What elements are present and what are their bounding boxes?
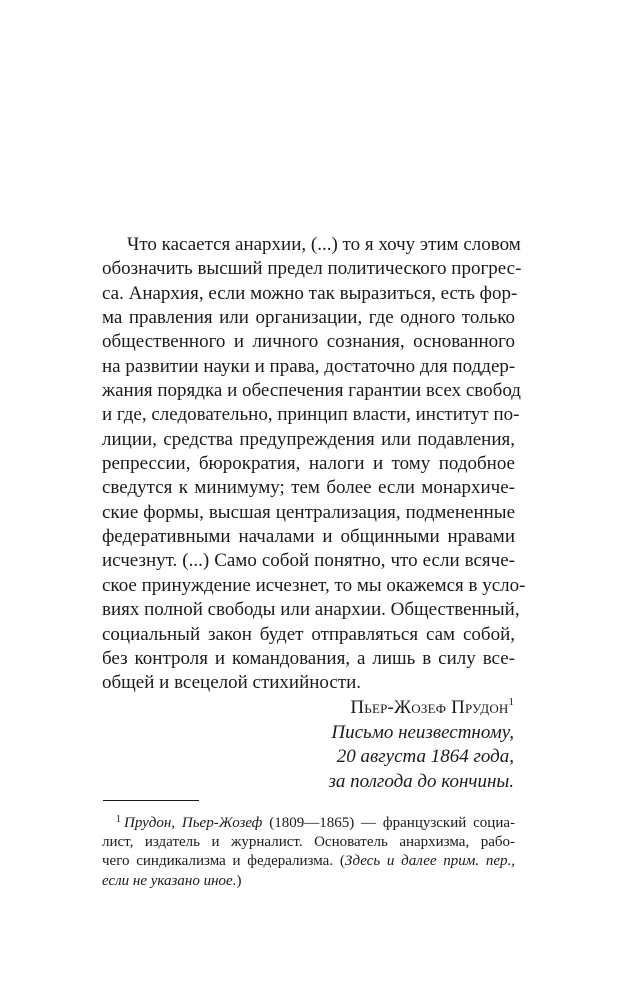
quote-line: ские формы, высшая централизация, подмененные [102,501,515,523]
footnote-text: , [511,853,516,870]
quote-line: общественного и личного сознания, основанного [102,331,515,353]
quote-line: федеративными началами и общинными нравами [102,526,515,548]
quote-line: жания порядка и обеспечения гарантии всех свобод [102,380,521,402]
quote-line: на развитии науки и права, достаточно для поддер- [102,355,516,377]
source-line: за полгода до кончины. [328,770,514,792]
footnote-mark: 1 [116,814,121,825]
footnote-reference[interactable]: 1 [508,696,514,708]
footnote-line [102,852,515,871]
author-line [300,696,514,721]
author-name: Пьер-Жозеф Прудон [350,697,509,718]
epigraph-quote [102,233,526,696]
quote-line: и где, следовательно, принцип власти, институт по- [102,404,520,426]
footnote-editorial-note: Здесь и далее прим. пер. [344,853,512,870]
quote-line: обозначить высший предел политического прогрес- [102,258,522,280]
quote-line: ма правления или организации, где одного только [102,307,515,329]
footnote-line [102,872,515,891]
footnote-editorial-note: если не указано иное. [102,872,237,889]
quote-line: общей и всецелой стихийности. [102,672,362,694]
quote-line: са. Анархия, если можно так выразиться, есть фор- [102,282,518,304]
footnote-text: ) [236,872,242,889]
epigraph-attribution [300,696,514,794]
source-line: 20 августа 1864 года, [336,746,514,767]
quote-line: без контроля и командования, а лишь в силу все- [102,647,515,669]
quote-line: лиции, средства предупреждения или подавления, [102,428,515,450]
quote-line: виях полной свободы или анархии. Общественный, [102,599,520,621]
footnote-subject: Прудон, Пьер-Жозеф [124,815,263,831]
quote-line: сведутся к минимуму; тем более если монархиче- [102,477,515,499]
footnote-line: лист, издатель и журналист. Основатель анархизма, рабо- [102,834,515,851]
footnote-line [102,814,515,833]
quote-line: ское принуждение исчезнет, то мы окажемся в усло- [102,574,526,596]
quote-line: репрессии, бюрократия, налоги и тому подобное [102,453,515,475]
source-line: Письмо неизвестному, [331,721,514,743]
quote-line: социальный закон будет отправляться сам собой, [102,623,515,645]
quote-line: исчезнут. (...) Само собой понятно, что если всяче- [102,550,515,572]
footnote-text: (1809—1865) — французский социа- [262,815,515,831]
quote-line: Что касается анархии, (...) то я хочу этим словом [127,234,521,255]
footnote [102,814,515,891]
footnote-divider [103,800,199,801]
footnote-text: чего синдикализма и федерализма. ( [102,853,345,870]
